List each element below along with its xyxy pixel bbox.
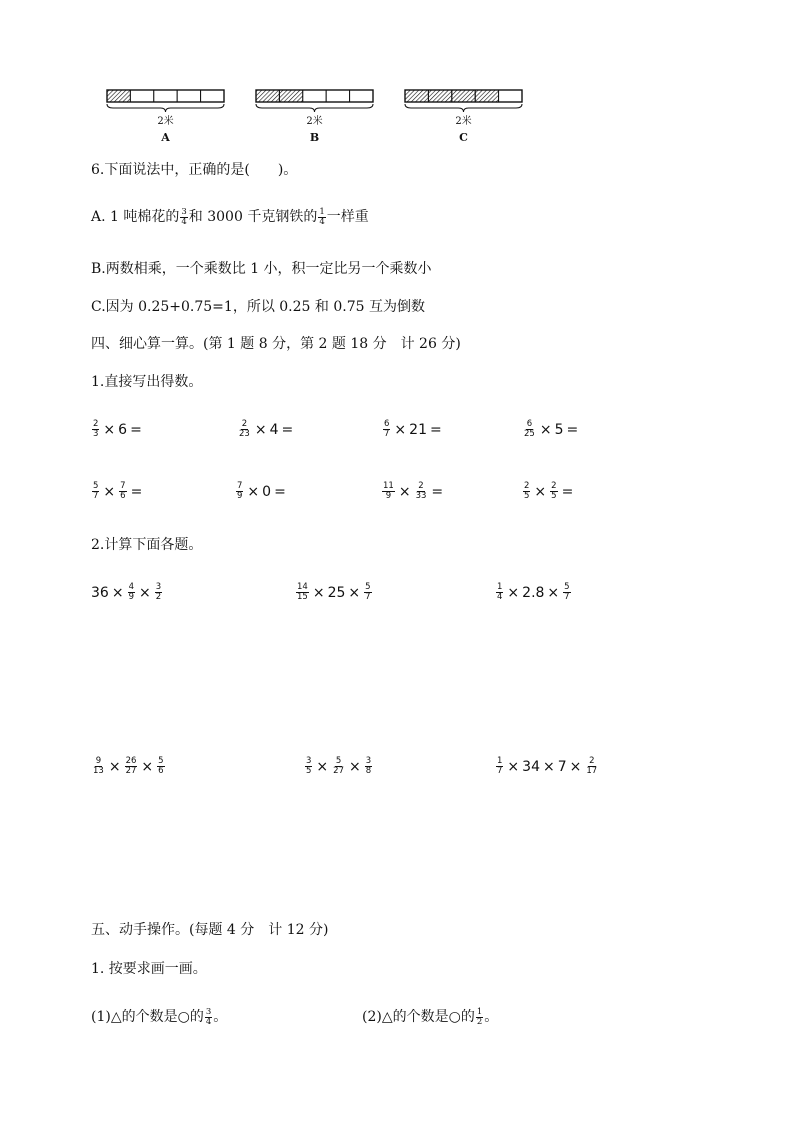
section4-title: 四、细心算一算。(第 1 题 8 分，第 2 题 18 分 计 26 分) [91, 336, 461, 352]
denominator: 5 [306, 766, 312, 776]
times-sign: × [547, 584, 560, 601]
q6-option-a-mid: 和 3000 千克钢铁的 [188, 209, 318, 225]
fraction [236, 482, 243, 501]
bar-figure [100, 86, 540, 144]
times-sign: × [254, 421, 267, 438]
bar-option-a [107, 90, 224, 144]
denominator: 9 [385, 491, 392, 501]
denominator: 23 [239, 429, 250, 439]
numerator: 7 [120, 481, 126, 491]
fraction [318, 208, 325, 227]
denominator: 4 [181, 216, 187, 227]
numerator: 2 [551, 481, 557, 491]
numerator: 2 [241, 419, 248, 429]
denominator: 15 [297, 592, 308, 602]
numerator: 26 [125, 756, 137, 766]
denominator: 4 [205, 1016, 212, 1027]
numerator: 5 [93, 481, 99, 491]
denominator: 4 [319, 216, 325, 227]
shaded-segment [107, 90, 130, 102]
fraction [496, 583, 503, 602]
times-sign: × [103, 421, 116, 438]
fraction [119, 482, 126, 501]
calc-item-2 [237, 420, 296, 439]
denominator: 6 [120, 491, 126, 501]
fraction [92, 420, 99, 439]
numerator: 5 [564, 582, 570, 592]
fraction [563, 583, 570, 602]
calc-item-3 [382, 420, 445, 439]
numerator: 3 [306, 756, 312, 766]
numerator: 1 [319, 206, 325, 217]
compute-item-3 [495, 583, 572, 602]
numerator: 2 [524, 481, 530, 491]
numerator: 5 [365, 582, 371, 592]
shaded-segment [452, 90, 475, 102]
brace [256, 104, 373, 112]
q6-option-c: C.因为 0.25+0.75=1，所以 0.25 和 0.75 互为倒数 [91, 299, 425, 315]
length-label: 2米 [306, 116, 323, 127]
fraction [92, 482, 99, 501]
calc-item-6 [235, 482, 289, 501]
compute-item-1 [91, 583, 163, 602]
section5-title: 五、动手操作。(每题 4 分 计 12 分) [91, 922, 329, 938]
section5-part1 [91, 1007, 227, 1027]
denominator: 27 [125, 766, 137, 776]
times-sign: × [507, 584, 520, 601]
q6-option-b: B.两数相乘，一个乘数比 1 小，积一定比另一个乘数小 [91, 261, 432, 277]
denominator: 7 [365, 592, 371, 602]
empty-segment [303, 90, 326, 102]
denominator: 7 [564, 592, 570, 602]
equals-sign: = [561, 483, 574, 500]
operand: 7 [557, 758, 567, 775]
denominator: 7 [93, 491, 99, 501]
fraction [523, 482, 530, 501]
section4-q2-title: 2.计算下面各题。 [91, 537, 203, 553]
empty-segment [154, 90, 177, 102]
numerator: 2 [93, 419, 99, 429]
compute-item-4 [91, 757, 166, 776]
times-sign: × [348, 584, 361, 601]
numerator: 6 [384, 419, 390, 429]
denominator: 8 [365, 766, 372, 776]
calc-item-8 [522, 482, 576, 501]
shaded-segment [475, 90, 498, 102]
denominator: 7 [384, 429, 390, 439]
times-sign: × [539, 421, 552, 438]
equals-sign: = [274, 483, 286, 500]
numerator: 7 [237, 481, 243, 491]
denominator: 25 [524, 429, 535, 439]
denominator: 2 [476, 1016, 483, 1027]
shaded-segment [428, 90, 451, 102]
denominator: 6 [158, 766, 164, 776]
numerator: 1 [476, 1006, 483, 1017]
option-letter: A [161, 131, 170, 144]
numerator: 11 [383, 481, 394, 491]
fraction [305, 757, 312, 776]
fraction [550, 482, 557, 501]
denominator: 33 [415, 491, 427, 501]
equals-sign: = [130, 483, 143, 500]
operand: 5 [554, 421, 564, 438]
part1-punct: 。 [213, 1009, 228, 1025]
empty-segment [499, 90, 522, 102]
fraction [332, 757, 345, 776]
operand: 25 [327, 584, 346, 601]
brace [405, 104, 522, 112]
fraction [296, 583, 309, 602]
fraction [92, 757, 105, 776]
fraction [496, 757, 503, 776]
numerator: 9 [95, 756, 102, 766]
operand: 6 [118, 421, 128, 438]
numerator: 3 [155, 582, 162, 592]
times-sign: × [569, 758, 582, 775]
denominator: 3 [93, 429, 99, 439]
numerator: 3 [205, 1006, 212, 1017]
section4-q1-title: 1.直接写出得数。 [91, 374, 203, 390]
q6-option-a [91, 207, 369, 227]
compute-item-5 [304, 757, 373, 776]
numerator: 1 [497, 582, 503, 592]
operand: 4 [269, 421, 279, 438]
fraction [523, 420, 536, 439]
q6-option-a-pre: A. 1 吨棉花的 [91, 209, 180, 225]
q6-option-a-post: 一样重 [326, 209, 369, 225]
bar-option-b [256, 90, 373, 144]
times-sign: × [394, 421, 407, 438]
shaded-segment [256, 90, 279, 102]
denominator: 27 [333, 766, 344, 776]
denominator: 9 [237, 491, 243, 501]
numerator: 14 [297, 582, 308, 592]
numerator: 2 [418, 481, 424, 491]
fraction [205, 1008, 212, 1027]
times-sign: × [348, 758, 361, 775]
fraction [364, 583, 371, 602]
part1-text: (1)△的个数是○的 [91, 1009, 204, 1025]
equals-sign: = [566, 421, 579, 438]
empty-segment [177, 90, 200, 102]
times-sign: × [138, 584, 151, 601]
operand: 21 [409, 421, 427, 438]
fraction [155, 583, 162, 602]
length-label: 2米 [455, 116, 472, 127]
calc-item-5 [91, 482, 145, 501]
numerator: 3 [365, 756, 372, 766]
section5-part2 [362, 1007, 498, 1027]
times-sign: × [111, 584, 124, 601]
times-sign: × [103, 483, 116, 500]
equals-sign: = [431, 483, 444, 500]
operand: 2.8 [522, 584, 545, 601]
bar-option-c [405, 90, 522, 144]
length-label: 2米 [157, 116, 174, 127]
fraction [476, 1008, 483, 1027]
fraction [382, 482, 395, 501]
empty-segment [326, 90, 349, 102]
empty-segment [130, 90, 153, 102]
times-sign: × [542, 758, 555, 775]
fraction [383, 420, 390, 439]
denominator: 5 [551, 491, 557, 501]
shaded-segment [405, 90, 428, 102]
calc-item-7 [381, 482, 446, 501]
denominator: 17 [586, 766, 598, 776]
denominator: 4 [497, 592, 503, 602]
part2-text: (2)△的个数是○的 [362, 1009, 475, 1025]
denominator: 5 [524, 491, 530, 501]
times-sign: × [312, 584, 325, 601]
denominator: 9 [128, 592, 134, 602]
fraction [415, 482, 428, 501]
shaded-segment [279, 90, 302, 102]
times-sign: × [247, 483, 260, 500]
section5-q1-title: 1. 按要求画一画。 [91, 961, 207, 977]
fraction [128, 583, 135, 602]
times-sign: × [141, 758, 154, 775]
operand: 34 [522, 758, 540, 775]
calc-item-4 [522, 420, 581, 439]
fraction [238, 420, 251, 439]
times-sign: × [534, 483, 547, 500]
fraction [180, 208, 187, 227]
operand: 36 [91, 584, 109, 601]
compute-item-2 [295, 583, 373, 602]
numerator: 2 [589, 756, 595, 766]
fraction [585, 757, 598, 776]
fraction [365, 757, 372, 776]
denominator: 13 [93, 766, 104, 776]
numerator: 5 [335, 756, 342, 766]
numerator: 1 [497, 756, 503, 766]
numerator: 6 [526, 419, 533, 429]
fraction [125, 757, 138, 776]
denominator: 2 [155, 592, 162, 602]
times-sign: × [316, 758, 329, 775]
q6-stem: 6.下面说法中，正确的是( )。 [91, 162, 298, 178]
part2-punct: 。 [484, 1009, 499, 1025]
empty-segment [201, 90, 224, 102]
numerator: 3 [181, 206, 187, 217]
denominator: 7 [497, 766, 503, 776]
equals-sign: = [429, 421, 442, 438]
operand: 0 [262, 483, 272, 500]
times-sign: × [108, 758, 121, 775]
brace [107, 104, 224, 112]
option-letter: B [309, 131, 320, 144]
fraction [157, 757, 164, 776]
equals-sign: = [130, 421, 142, 438]
numerator: 4 [128, 582, 134, 592]
empty-segment [350, 90, 373, 102]
numerator: 5 [158, 756, 164, 766]
option-letter: C [459, 131, 468, 144]
equals-sign: = [281, 421, 294, 438]
times-sign: × [507, 758, 520, 775]
compute-item-6 [495, 757, 599, 776]
times-sign: × [398, 483, 411, 500]
calc-item-1 [91, 420, 145, 439]
